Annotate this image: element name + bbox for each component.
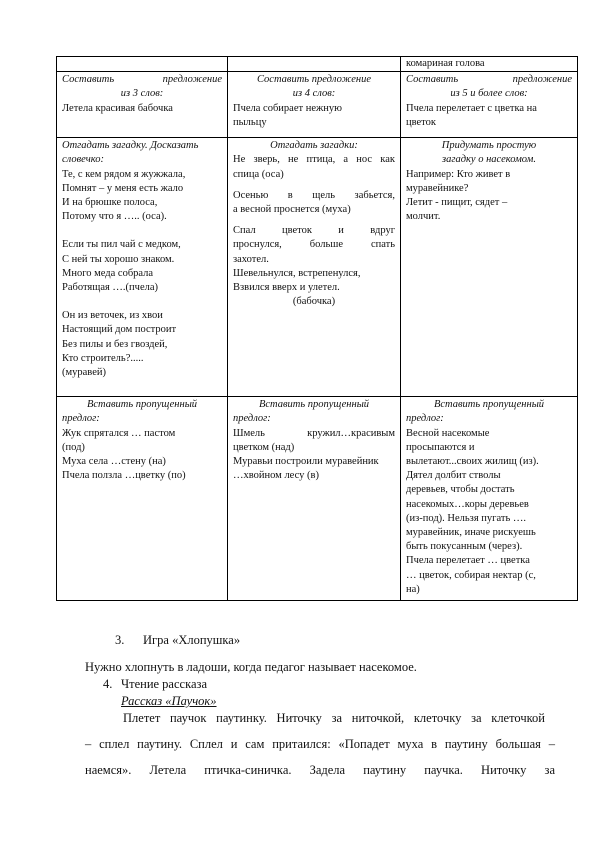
cell-line: … цветок, собирая нектар (с,	[406, 569, 536, 581]
cell-line: Дятел долбит стволы	[406, 470, 501, 482]
cell-line: …хвойном лесу (в)	[233, 470, 319, 482]
tasks-table	[56, 56, 578, 601]
cell-header: Отгадать загадку. Досказать	[62, 140, 199, 152]
cell-line: Много меда собрала	[62, 267, 154, 279]
cell-line: цветком (над)	[233, 441, 295, 453]
cell-compose-4-words	[228, 72, 401, 138]
table-row-prepositions	[57, 397, 578, 601]
cell-line: Спал цветок и вдруг	[233, 225, 395, 237]
cell-header: из 4 слов:	[292, 88, 336, 100]
item3-number: 3.	[115, 633, 125, 647]
cell-header: предлог:	[62, 413, 100, 425]
cell-line: муравейнике?	[406, 182, 469, 194]
top-cell-3: комариная голова	[401, 57, 578, 72]
cell-line: быть покусанным (через).	[406, 541, 523, 553]
cell-line: проснулся, больше спать	[233, 239, 395, 251]
cell-line: деревьев, чтобы достать	[406, 484, 515, 496]
cell-line: Он из веточек, из хвои	[62, 310, 163, 322]
item4-number: 4.	[103, 677, 113, 691]
cell-line: захотел.	[233, 253, 269, 265]
cell-line: Пчела перелетает с цветка на	[406, 102, 537, 114]
table-row-riddles	[57, 138, 578, 397]
cell-line: Настоящий дом построит	[62, 324, 177, 336]
cell-riddles-invent	[401, 138, 578, 397]
cell-header: Вставить пропущенный	[433, 399, 545, 411]
cell-line: молчит.	[406, 211, 441, 223]
cell-prepositions-3	[401, 397, 578, 601]
top-cell-1	[57, 57, 228, 72]
cell-line: Весной насекомые	[406, 427, 490, 439]
cell-header: из 3 слов:	[120, 88, 164, 100]
cell-line: пыльцу	[233, 116, 267, 128]
cell-line: (под)	[62, 441, 85, 453]
spacer	[62, 224, 222, 238]
cell-line: Работящая ….(пчела)	[62, 282, 159, 294]
cell-line: Помнят – у меня есть жало	[62, 182, 184, 194]
cell-line: Если ты пил чай с медком,	[62, 239, 181, 251]
cell-riddles-guess	[228, 138, 401, 397]
spacer	[233, 182, 395, 189]
cell-line: Летит - пищит, сядет –	[406, 197, 508, 209]
cell-line: Те, с кем рядом я жужжала,	[62, 168, 186, 180]
cell-line: Осенью в щель забьется,	[233, 189, 395, 201]
cell-header: Придумать простую	[441, 140, 537, 152]
cell-line: Пчела ползла …цветку (по)	[62, 470, 186, 482]
story-line: – сплел паутину. Сплел и сам притаился: «Попадет муха в паутину большая –	[85, 737, 555, 751]
spacer	[62, 295, 222, 309]
cell-header: Вставить пропущенный	[258, 399, 370, 411]
cell-line: Не зверь, не птица, а нос как	[233, 154, 395, 166]
cell-line: муравейник, иначе рискуешь	[406, 527, 536, 539]
cell-line: Без пилы и без гвоздей,	[62, 338, 168, 350]
cell-header: Вставить пропущенный	[86, 399, 198, 411]
cell-header: словечко:	[62, 154, 104, 166]
cell-line: а весной проснется (муха)	[233, 204, 351, 216]
cell-line: Взвился вверх и улетел.	[233, 282, 340, 294]
cell-line: Жук спрятался … пастом	[62, 427, 176, 439]
cell-line: просыпаются и	[406, 441, 475, 453]
cell-header: Составить предложение	[62, 74, 222, 86]
cell-line: Потому что я ….. (оса).	[62, 211, 167, 223]
cell-compose-3-words	[57, 72, 228, 138]
cell-header: предлог:	[406, 413, 444, 425]
cell-line: Кто строитель?.....	[62, 352, 144, 364]
cell-line: И на брюшке полоса,	[62, 197, 158, 209]
cell-riddles-finish-word	[57, 138, 228, 397]
cell-header: загадку о насекомом.	[442, 154, 536, 166]
top-cell-2	[228, 57, 401, 72]
table-row-compose	[57, 72, 578, 138]
story-title: Рассказ «Паучок»	[121, 694, 217, 708]
cell-line: Шмель кружил…красивым	[233, 427, 395, 439]
item3-title: Игра «Хлопушка»	[143, 633, 241, 647]
cell-prepositions-1	[57, 397, 228, 601]
story-line: Плетет паучок паутинку. Ниточку за ниточкой, клеточку за клеточкой	[123, 711, 545, 725]
cell-prepositions-2	[228, 397, 401, 601]
cell-line: С ней ты хорошо знаком.	[62, 253, 175, 265]
table-top-row	[57, 57, 578, 72]
item3-text: Нужно хлопнуть в ладоши, когда педагог называет насекомое.	[85, 660, 417, 674]
cell-header: из 5 и более слов:	[450, 88, 528, 100]
cell-line: спица (оса)	[233, 168, 284, 180]
cell-line: Шевельнулся, встрепенулся,	[233, 267, 361, 279]
cell-header: предлог:	[233, 413, 271, 425]
cell-header: Составить предложение	[256, 74, 372, 86]
cell-line: Муха села …стену (на)	[62, 456, 166, 468]
cell-header: Отгадать загадки:	[270, 140, 358, 152]
cell-line: Муравьи построили муравейник	[233, 456, 379, 468]
cell-line: Пчела перелетает … цветка	[406, 555, 530, 567]
story-line: наемся». Летела птичка-синичка. Задела паутину паучка. Ниточку за	[85, 763, 555, 777]
cell-line: Летела красивая бабочка	[62, 102, 173, 114]
cell-line: (муравей)	[62, 367, 106, 379]
cell-header: Составить предложение	[406, 74, 572, 86]
spacer	[233, 217, 395, 224]
cell-line: на)	[406, 583, 420, 595]
item4-title: Чтение рассказа	[121, 677, 207, 691]
cell-line: насекомых…коры деревьев	[406, 498, 529, 510]
cell-line: Например: Кто живет в	[406, 168, 511, 180]
cell-compose-5-words	[401, 72, 578, 138]
cell-line: вылетают...своих жилищ (из).	[406, 456, 539, 468]
cell-line: Пчела собирает нежную	[233, 102, 342, 114]
cell-line: (бабочка)	[292, 296, 336, 308]
cell-line: (из-под). Нельзя пугать ….	[406, 512, 526, 524]
cell-line: цветок	[406, 116, 436, 128]
